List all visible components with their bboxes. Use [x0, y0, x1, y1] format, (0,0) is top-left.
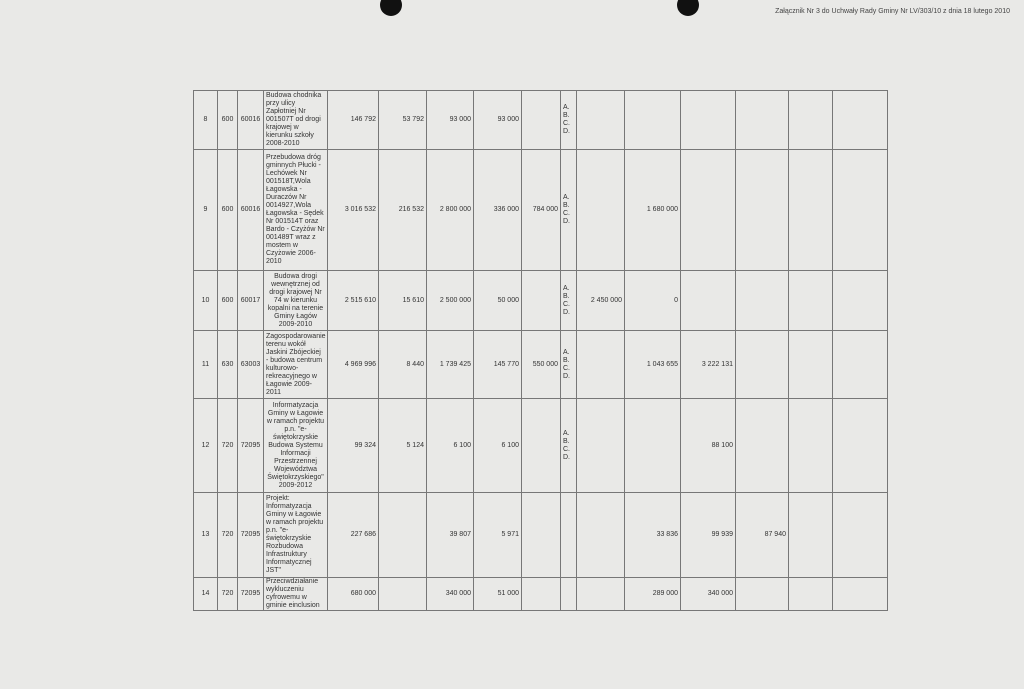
year-amount-2011	[681, 150, 736, 271]
funding-sources	[561, 578, 577, 611]
source-letter: D.	[563, 308, 570, 316]
year-amount-2013	[789, 493, 833, 578]
source-letter: C.	[563, 300, 570, 308]
row-number: 11	[194, 331, 218, 399]
task-name: Przeciwdziałanie wykluczeniu cyfrowemu w gminie einclusion	[264, 578, 328, 611]
table-row	[194, 91, 888, 150]
credits-loans	[522, 271, 561, 331]
table-row	[194, 578, 888, 611]
total-cost: 680 000	[328, 578, 379, 611]
planned-amount: 2 800 000	[427, 150, 474, 271]
credits-loans	[522, 399, 561, 493]
year-amount-2013	[789, 271, 833, 331]
rozdzial-code: 63003	[238, 331, 264, 399]
punch-hole-left	[380, 0, 402, 16]
dzial-code: 630	[218, 331, 238, 399]
dzial-code: 600	[218, 150, 238, 271]
source-letter: D.	[563, 218, 570, 225]
spent-before: 53 792	[379, 91, 427, 150]
task-name: Zagospodarowanie terenu wokół Jaskini Zbójeckiej - budowa centrum kulturowo-rekreacyjnego w Łagowie 2009-2011	[264, 331, 328, 399]
table-row	[194, 399, 888, 493]
own-funds: 336 000	[474, 150, 522, 271]
row-number: 9	[194, 150, 218, 271]
extra-amount	[833, 578, 888, 611]
source-b-amount: 33 836	[625, 493, 681, 578]
source-letter: C.	[563, 210, 570, 217]
source-a-amount: 2 450 000	[577, 271, 625, 331]
source-letter: A.	[563, 348, 570, 356]
source-letter: B.	[563, 356, 570, 364]
credits-loans	[522, 578, 561, 611]
task-name: Budowa chodnika przy ulicy Zapłotniej Nr 001507T od drogi krajowej w kierunku szkoły 2008-2010	[264, 91, 328, 150]
rozdzial-code: 72095	[238, 578, 264, 611]
planned-amount: 93 000	[427, 91, 474, 150]
table-row	[194, 271, 888, 331]
rozdzial-code: 72095	[238, 399, 264, 493]
funding-sources	[561, 331, 577, 399]
task-name: Przebudowa dróg gminnych Płucki - Lechówek Nr 001518T,Wola Łagowska - Duraczów Nr 0014927,Wola Łagowska - Sędek Nr 001514T oraz Bardo - Czyżów Nr 001489T wraz z mostem w Czyżowie 2006-2010	[264, 150, 328, 271]
credits-loans	[522, 91, 561, 150]
spent-before: 216 532	[379, 150, 427, 271]
planned-amount: 340 000	[427, 578, 474, 611]
source-letter: A.	[563, 104, 570, 111]
source-letter: A.	[563, 429, 570, 437]
source-a-amount	[577, 399, 625, 493]
spent-before: 15 610	[379, 271, 427, 331]
planned-amount: 2 500 000	[427, 271, 474, 331]
planned-amount: 39 807	[427, 493, 474, 578]
source-letter: D.	[563, 453, 570, 461]
source-letter: B.	[563, 437, 570, 445]
year-amount-2012	[736, 331, 789, 399]
total-cost: 227 686	[328, 493, 379, 578]
funding-sources	[561, 150, 577, 271]
extra-amount	[833, 271, 888, 331]
rozdzial-code: 60016	[238, 91, 264, 150]
year-amount-2011	[681, 271, 736, 331]
investment-table	[193, 90, 888, 611]
row-number: 10	[194, 271, 218, 331]
row-number: 14	[194, 578, 218, 611]
own-funds: 5 971	[474, 493, 522, 578]
total-cost: 146 792	[328, 91, 379, 150]
year-amount-2011: 340 000	[681, 578, 736, 611]
credits-loans	[522, 493, 561, 578]
extra-amount	[833, 150, 888, 271]
year-amount-2013	[789, 91, 833, 150]
row-number: 12	[194, 399, 218, 493]
source-a-amount	[577, 493, 625, 578]
source-a-amount	[577, 578, 625, 611]
year-amount-2012	[736, 399, 789, 493]
dzial-code: 600	[218, 91, 238, 150]
task-name: Budowa drogi wewnętrznej od drogi krajowej Nr 74 w kierunku kopalni na terenie Gminy Łagów 2009-2010	[264, 271, 328, 331]
table-row	[194, 493, 888, 578]
source-a-amount	[577, 150, 625, 271]
source-b-amount: 1 043 655	[625, 331, 681, 399]
year-amount-2013	[789, 578, 833, 611]
task-name: Informatyzacja Gminy w Łagowie w ramach projektu p.n. "e-świętokrzyskie Budowa Systemu Informacji Przestrzennej Województwa Świętokrzyskiego" 2009-2012	[264, 399, 328, 493]
own-funds: 145 770	[474, 331, 522, 399]
source-b-amount: 289 000	[625, 578, 681, 611]
funding-sources	[561, 271, 577, 331]
source-letter: B.	[563, 202, 570, 209]
punch-hole-right	[677, 0, 699, 16]
total-cost: 2 515 610	[328, 271, 379, 331]
source-a-amount	[577, 91, 625, 150]
funding-sources	[561, 399, 577, 493]
rozdzial-code: 72095	[238, 493, 264, 578]
rozdzial-code: 60016	[238, 150, 264, 271]
table-row	[194, 331, 888, 399]
year-amount-2013	[789, 150, 833, 271]
extra-amount	[833, 331, 888, 399]
source-letter: D.	[563, 128, 570, 135]
year-amount-2013	[789, 399, 833, 493]
spent-before	[379, 493, 427, 578]
dzial-code: 720	[218, 493, 238, 578]
rozdzial-code: 60017	[238, 271, 264, 331]
dzial-code: 720	[218, 399, 238, 493]
planned-amount: 6 100	[427, 399, 474, 493]
extra-amount	[833, 399, 888, 493]
source-letter: C.	[563, 445, 570, 453]
credits-loans: 784 000	[522, 150, 561, 271]
year-amount-2012	[736, 271, 789, 331]
total-cost: 3 016 532	[328, 150, 379, 271]
funding-sources	[561, 91, 577, 150]
own-funds: 6 100	[474, 399, 522, 493]
total-cost: 99 324	[328, 399, 379, 493]
source-letter: B.	[563, 292, 570, 300]
own-funds: 51 000	[474, 578, 522, 611]
total-cost: 4 969 996	[328, 331, 379, 399]
year-amount-2011: 3 222 131	[681, 331, 736, 399]
table-row	[194, 150, 888, 271]
funding-sources	[561, 493, 577, 578]
planned-amount: 1 739 425	[427, 331, 474, 399]
source-letter: C.	[563, 120, 570, 127]
source-b-amount	[625, 399, 681, 493]
year-amount-2011: 88 100	[681, 399, 736, 493]
source-b-amount: 1 680 000	[625, 150, 681, 271]
year-amount-2012	[736, 91, 789, 150]
source-letter: B.	[563, 112, 570, 119]
source-b-amount: 0	[625, 271, 681, 331]
dzial-code: 720	[218, 578, 238, 611]
own-funds: 93 000	[474, 91, 522, 150]
extra-amount	[833, 91, 888, 150]
own-funds: 50 000	[474, 271, 522, 331]
year-amount-2012	[736, 150, 789, 271]
task-name: Projekt: Informatyzacja Gminy w Łagowie w ramach projektu p.n. "e-świętokrzyskie Rozbudowa Infrastruktury Informatycznej JST"	[264, 493, 328, 578]
year-amount-2011	[681, 91, 736, 150]
spent-before	[379, 578, 427, 611]
source-b-amount	[625, 91, 681, 150]
year-amount-2013	[789, 331, 833, 399]
row-number: 13	[194, 493, 218, 578]
year-amount-2011: 99 939	[681, 493, 736, 578]
row-number: 8	[194, 91, 218, 150]
spent-before: 5 124	[379, 399, 427, 493]
source-letter: A.	[563, 194, 570, 201]
source-letter: A.	[563, 284, 570, 292]
attachment-note: Załącznik Nr 3 do Uchwały Rady Gminy Nr LV/303/10 z dnia 18 lutego 2010	[775, 8, 1010, 15]
dzial-code: 600	[218, 271, 238, 331]
year-amount-2012	[736, 578, 789, 611]
year-amount-2012: 87 940	[736, 493, 789, 578]
source-letter: C.	[563, 364, 570, 372]
source-a-amount	[577, 331, 625, 399]
credits-loans: 550 000	[522, 331, 561, 399]
spent-before: 8 440	[379, 331, 427, 399]
source-letter: D.	[563, 372, 570, 380]
extra-amount	[833, 493, 888, 578]
